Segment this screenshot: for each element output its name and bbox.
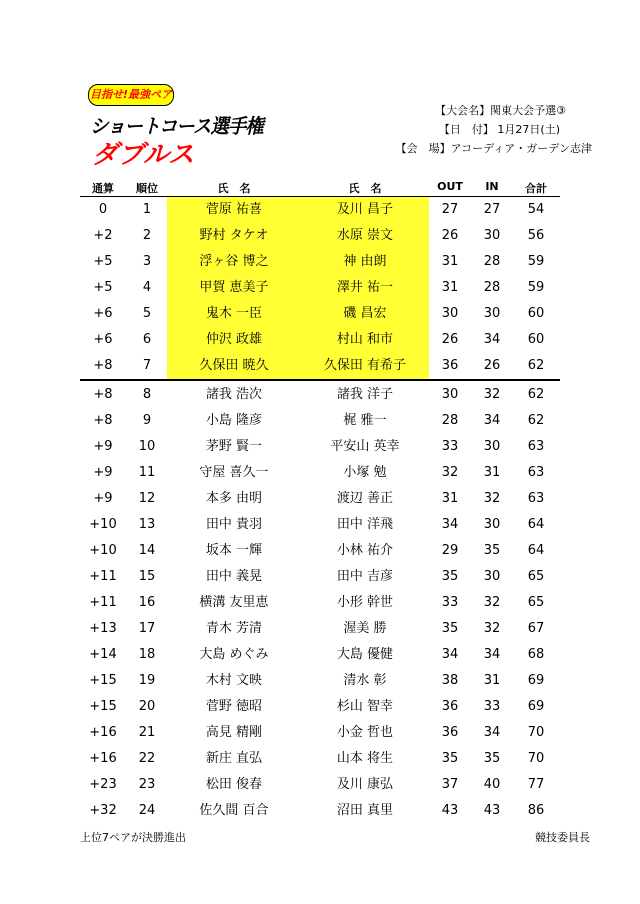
cell-name2: 小塚 勉 <box>343 465 387 480</box>
table-row <box>0 512 640 538</box>
cell-in: 34 <box>483 413 501 428</box>
cell-rank: 16 <box>138 595 156 610</box>
cell-sum: 62 <box>527 387 545 402</box>
cell-out: 31 <box>441 254 459 269</box>
cell-in: 32 <box>483 595 501 610</box>
cell-rank: 9 <box>142 413 152 428</box>
cell-out: 30 <box>441 306 459 321</box>
cell-in: 30 <box>483 439 501 454</box>
cell-name1: 田中 貴羽 <box>205 517 263 532</box>
cell-rank: 4 <box>142 280 152 295</box>
cell-out: 32 <box>441 465 459 480</box>
cell-rank: 17 <box>138 621 156 636</box>
cell-rank: 7 <box>142 358 152 373</box>
cell-out: 33 <box>441 439 459 454</box>
cell-sum: 68 <box>527 647 545 662</box>
cell-out: 43 <box>441 803 459 818</box>
cell-out: 34 <box>441 517 459 532</box>
cell-name1: 茅野 賢一 <box>205 439 263 454</box>
cell-name1: 佐久間 百合 <box>199 803 269 818</box>
table-row <box>0 720 640 746</box>
table-row <box>0 694 640 720</box>
table-row <box>0 746 640 772</box>
cell-in: 32 <box>483 387 501 402</box>
table-row <box>0 460 640 486</box>
cell-name1: 木村 文映 <box>205 673 263 688</box>
table-row <box>0 327 640 353</box>
cell-in: 35 <box>483 543 501 558</box>
footer-signature: 競技委員長 <box>535 831 590 844</box>
cell-total: +6 <box>93 306 113 321</box>
cell-rank: 8 <box>142 387 152 402</box>
cell-in: 34 <box>483 725 501 740</box>
header-out: OUT <box>437 180 463 193</box>
table-row <box>0 772 640 798</box>
cell-in: 30 <box>483 228 501 243</box>
cell-sum: 62 <box>527 358 545 373</box>
cell-out: 26 <box>441 228 459 243</box>
cell-name2: 清水 彰 <box>343 673 387 688</box>
cell-total: +5 <box>93 280 113 295</box>
cell-sum: 59 <box>527 254 545 269</box>
header-rank: 順位 <box>136 182 158 195</box>
header-in: IN <box>485 180 499 193</box>
event-logo <box>88 84 288 170</box>
cell-out: 33 <box>441 595 459 610</box>
table-row <box>0 668 640 694</box>
cell-name1: 新庄 直弘 <box>205 751 263 766</box>
cell-name1: 横溝 友里恵 <box>199 595 269 610</box>
table-row <box>0 590 640 616</box>
cell-name2: 村山 和市 <box>336 332 394 347</box>
cell-rank: 1 <box>142 202 152 217</box>
cell-name1: 諸我 浩次 <box>205 387 263 402</box>
cell-total: +2 <box>93 228 113 243</box>
cell-name1: 守屋 喜久一 <box>199 465 269 480</box>
table-row <box>0 538 640 564</box>
cell-name2: 澤井 祐一 <box>336 280 394 295</box>
cell-name1: 本多 由明 <box>205 491 263 506</box>
cell-name1: 鬼木 一臣 <box>205 306 263 321</box>
cell-in: 31 <box>483 465 501 480</box>
cell-name2: 諸我 洋子 <box>336 387 394 402</box>
cell-total: +10 <box>89 517 117 532</box>
table-row <box>0 616 640 642</box>
cell-name1: 高見 精剛 <box>205 725 263 740</box>
logo-title: ショートコース選手権 <box>90 114 263 138</box>
cell-sum: 67 <box>527 621 545 636</box>
cell-total: +13 <box>89 621 117 636</box>
footer-note: 上位7ペアが決勝進出 <box>80 831 186 844</box>
cell-total: +16 <box>89 751 117 766</box>
cell-name2: 及川 康弘 <box>336 777 394 792</box>
cell-total: +6 <box>93 332 113 347</box>
cell-in: 30 <box>483 517 501 532</box>
cell-out: 35 <box>441 621 459 636</box>
cell-in: 35 <box>483 751 501 766</box>
cell-in: 40 <box>483 777 501 792</box>
table-row <box>0 434 640 460</box>
cell-sum: 54 <box>527 202 545 217</box>
cell-rank: 6 <box>142 332 152 347</box>
header-sum: 合計 <box>525 182 547 195</box>
cell-in: 30 <box>483 306 501 321</box>
cell-sum: 60 <box>527 332 545 347</box>
cell-total: +5 <box>93 254 113 269</box>
cell-out: 37 <box>441 777 459 792</box>
cell-rank: 21 <box>138 725 156 740</box>
cell-name1: 久保田 暁久 <box>199 358 269 373</box>
qualifier-divider <box>80 379 560 381</box>
cell-name2: 久保田 有希子 <box>323 358 407 373</box>
cell-total: +32 <box>89 803 117 818</box>
cell-name1: 松田 俊春 <box>205 777 263 792</box>
cell-name2: 田中 吉彦 <box>336 569 394 584</box>
cell-in: 32 <box>483 491 501 506</box>
cell-name1: 小島 隆彦 <box>205 413 263 428</box>
cell-sum: 69 <box>527 699 545 714</box>
cell-total: 0 <box>98 202 108 217</box>
cell-rank: 20 <box>138 699 156 714</box>
event-venue: 【会 場】アコーディア・ガーデン志津 <box>395 142 592 155</box>
cell-name2: 杉山 智幸 <box>336 699 394 714</box>
cell-sum: 64 <box>527 517 545 532</box>
cell-out: 30 <box>441 387 459 402</box>
table-row <box>0 382 640 408</box>
cell-rank: 5 <box>142 306 152 321</box>
cell-total: +23 <box>89 777 117 792</box>
cell-rank: 12 <box>138 491 156 506</box>
cell-rank: 23 <box>138 777 156 792</box>
cell-total: +9 <box>93 465 113 480</box>
cell-name1: 坂本 一輝 <box>205 543 263 558</box>
cell-total: +15 <box>89 673 117 688</box>
cell-rank: 18 <box>138 647 156 662</box>
cell-total: +11 <box>89 595 117 610</box>
cell-out: 27 <box>441 202 459 217</box>
cell-total: +8 <box>93 358 113 373</box>
cell-out: 36 <box>441 699 459 714</box>
cell-name2: 及川 昌子 <box>336 202 394 217</box>
cell-rank: 19 <box>138 673 156 688</box>
event-date: 【日 付】 1月27日(土) <box>438 123 560 136</box>
cell-name2: 大島 優健 <box>336 647 394 662</box>
cell-out: 34 <box>441 647 459 662</box>
cell-in: 32 <box>483 621 501 636</box>
cell-sum: 65 <box>527 569 545 584</box>
cell-sum: 65 <box>527 595 545 610</box>
cell-sum: 63 <box>527 465 545 480</box>
table-row <box>0 798 640 824</box>
cell-sum: 69 <box>527 673 545 688</box>
table-row <box>0 486 640 512</box>
cell-total: +8 <box>93 413 113 428</box>
cell-name2: 磯 昌宏 <box>343 306 387 321</box>
cell-sum: 60 <box>527 306 545 321</box>
cell-name2: 小形 幹世 <box>336 595 394 610</box>
cell-name1: 田中 義晃 <box>205 569 263 584</box>
cell-name1: 仲沢 政雄 <box>205 332 263 347</box>
cell-in: 28 <box>483 254 501 269</box>
cell-out: 28 <box>441 413 459 428</box>
cell-total: +10 <box>89 543 117 558</box>
cell-out: 36 <box>441 358 459 373</box>
cell-sum: 77 <box>527 777 545 792</box>
cell-sum: 63 <box>527 439 545 454</box>
cell-total: +16 <box>89 725 117 740</box>
cell-in: 33 <box>483 699 501 714</box>
cell-total: +15 <box>89 699 117 714</box>
cell-in: 43 <box>483 803 501 818</box>
cell-name1: 青木 芳清 <box>205 621 263 636</box>
cell-out: 31 <box>441 280 459 295</box>
cell-total: +9 <box>93 491 113 506</box>
cell-in: 30 <box>483 569 501 584</box>
cell-in: 34 <box>483 647 501 662</box>
cell-sum: 86 <box>527 803 545 818</box>
cell-sum: 59 <box>527 280 545 295</box>
table-header <box>0 180 640 196</box>
cell-in: 28 <box>483 280 501 295</box>
cell-sum: 70 <box>527 751 545 766</box>
cell-total: +11 <box>89 569 117 584</box>
cell-name1: 甲賀 恵美子 <box>199 280 269 295</box>
cell-rank: 13 <box>138 517 156 532</box>
table-row <box>0 564 640 590</box>
cell-name1: 大島 めぐみ <box>199 647 269 662</box>
event-name: 【大会名】関東大会予選③ <box>435 104 566 117</box>
cell-name2: 渡辺 善正 <box>336 491 394 506</box>
table-row <box>0 197 640 223</box>
cell-out: 36 <box>441 725 459 740</box>
cell-total: +14 <box>89 647 117 662</box>
cell-name2: 神 由朗 <box>343 254 387 269</box>
cell-name1: 菅野 徳昭 <box>205 699 263 714</box>
cell-name2: 梶 雅一 <box>343 413 387 428</box>
cell-rank: 15 <box>138 569 156 584</box>
event-info <box>362 101 592 158</box>
header-name2: 氏 名 <box>348 182 382 195</box>
table-row <box>0 353 640 379</box>
cell-name2: 沼田 真里 <box>336 803 394 818</box>
cell-name2: 水原 崇文 <box>336 228 394 243</box>
cell-rank: 10 <box>138 439 156 454</box>
header-name1: 氏 名 <box>217 182 251 195</box>
cell-name2: 田中 洋飛 <box>336 517 394 532</box>
cell-rank: 14 <box>138 543 156 558</box>
cell-rank: 2 <box>142 228 152 243</box>
table-row <box>0 275 640 301</box>
cell-out: 26 <box>441 332 459 347</box>
cell-name2: 小林 祐介 <box>336 543 394 558</box>
cell-name2: 渥美 勝 <box>343 621 387 636</box>
table-row <box>0 249 640 275</box>
cell-name2: 山本 将生 <box>336 751 394 766</box>
logo-badge: 目指せ!最強ペア <box>88 84 174 106</box>
cell-sum: 56 <box>527 228 545 243</box>
cell-out: 38 <box>441 673 459 688</box>
table-row <box>0 223 640 249</box>
cell-name1: 浮ヶ谷 博之 <box>199 254 269 269</box>
header-total: 通算 <box>92 182 114 195</box>
cell-name1: 菅原 祐喜 <box>205 202 263 217</box>
cell-sum: 64 <box>527 543 545 558</box>
table-row <box>0 642 640 668</box>
cell-rank: 22 <box>138 751 156 766</box>
cell-out: 31 <box>441 491 459 506</box>
cell-rank: 3 <box>142 254 152 269</box>
cell-sum: 62 <box>527 413 545 428</box>
cell-total: +8 <box>93 387 113 402</box>
cell-in: 31 <box>483 673 501 688</box>
cell-name1: 野村 タケオ <box>199 228 269 243</box>
cell-out: 35 <box>441 569 459 584</box>
cell-in: 27 <box>483 202 501 217</box>
cell-total: +9 <box>93 439 113 454</box>
cell-sum: 63 <box>527 491 545 506</box>
cell-in: 26 <box>483 358 501 373</box>
table-row <box>0 408 640 434</box>
cell-rank: 24 <box>138 803 156 818</box>
table-row <box>0 301 640 327</box>
cell-out: 35 <box>441 751 459 766</box>
logo-subtitle: ダブルス <box>92 140 195 170</box>
cell-out: 29 <box>441 543 459 558</box>
cell-in: 34 <box>483 332 501 347</box>
cell-name2: 小金 哲也 <box>336 725 394 740</box>
cell-name2: 平安山 英幸 <box>330 439 400 454</box>
cell-rank: 11 <box>138 465 156 480</box>
cell-sum: 70 <box>527 725 545 740</box>
